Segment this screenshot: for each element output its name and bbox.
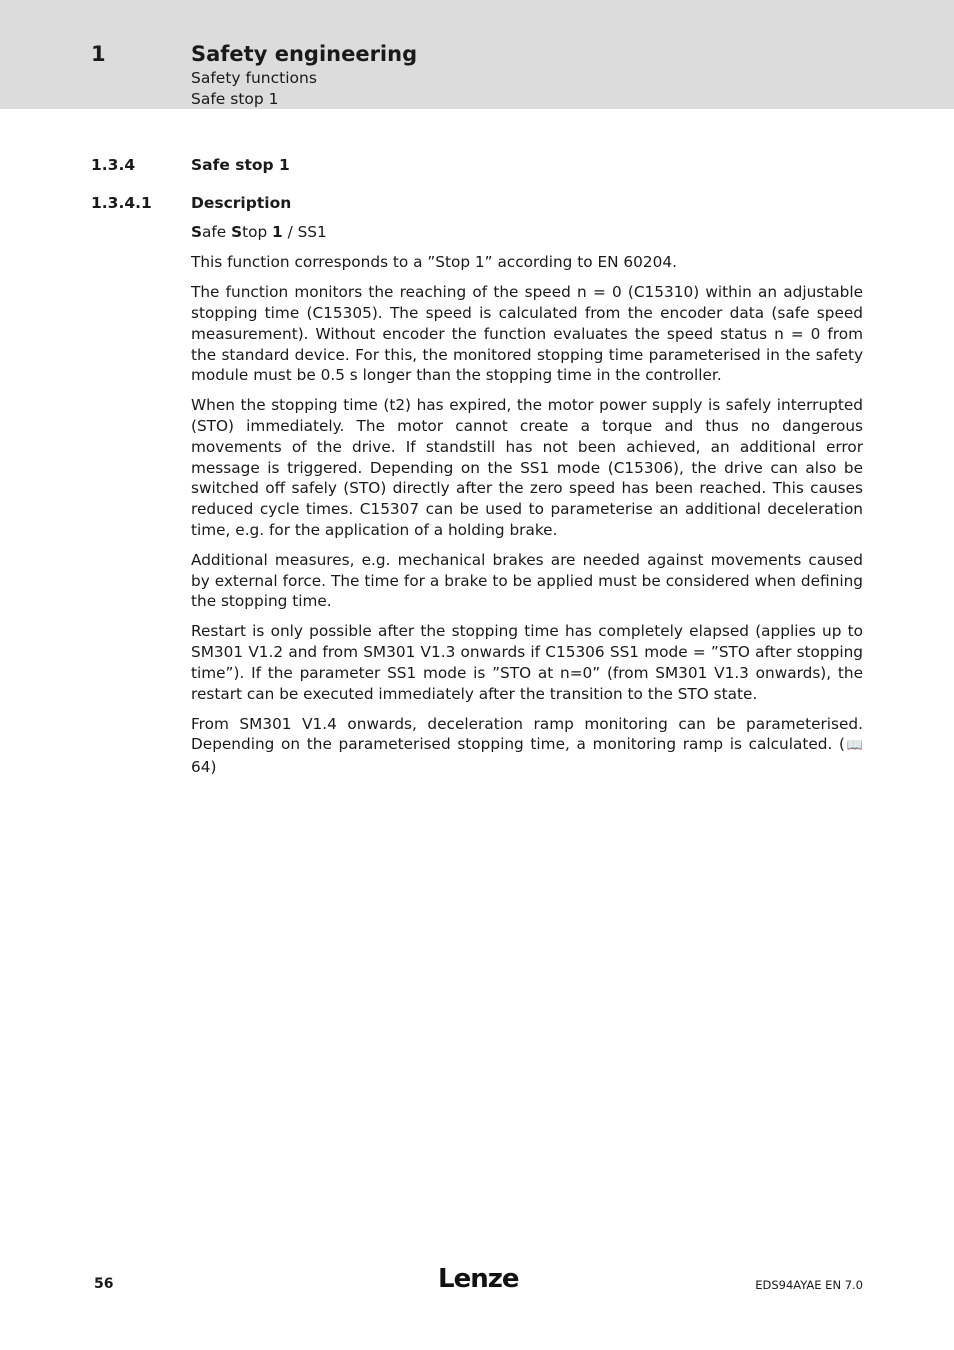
header-subtitle-2: Safe stop 1 — [191, 90, 279, 108]
paragraph: This function corresponds to a ”Stop 1” according to EN 60204. — [191, 253, 677, 272]
paragraph: Additional measures, e.g. mechanical brakes are needed against movements caused by external force. The time for a brake to be applied must be considered when defining the stopping time. — [191, 550, 863, 611]
body-text — [191, 222, 863, 787]
abbrev-text: afe — [202, 223, 232, 241]
section-title: Safe stop 1 — [191, 156, 290, 174]
chapter-number: 1 — [91, 42, 106, 66]
book-icon: 📖 — [845, 738, 864, 754]
page-header — [0, 0, 954, 109]
paragraph-last — [191, 714, 863, 778]
paragraph-text: From SM301 V1.4 onwards, deceleration ramp monitoring can be parameterised. Depending on the parameterised stopping time, a monitoring ramp is calculated. ( — [191, 714, 863, 754]
abbrev-text: top — [242, 223, 273, 241]
abbrev-letter: S — [191, 223, 203, 241]
page-number: 56 — [94, 1276, 114, 1292]
page-reference[interactable]: 64) — [191, 758, 217, 777]
section-number: 1.3.4 — [91, 156, 136, 174]
document-id: EDS94AYAE EN 7.0 — [755, 1278, 863, 1292]
subsection-title: Description — [191, 194, 292, 212]
paragraph: The function monitors the reaching of the speed n = 0 (C15310) within an adjustable stopping time (C15305). The speed is calculated from the encoder data (safe speed measurement). Without encoder the function evaluates the speed status n = 0 from the standard device. For this, the monitored stopping time parameterised in the safety module must be 0.5 s longer than the stopping time in the controller. — [191, 283, 863, 385]
subsection-number: 1.3.4.1 — [91, 194, 152, 212]
paragraph: Restart is only possible after the stopping time has completely elapsed (applies up to SM301 V1.2 and from SM301 V1.3 onwards if C15306 SS1 mode = ”STO after stopping time”). If the parameter SS1 mode is ”STO at n=0” (from SM301 V1.3 onwards), the restart can be executed immediately after the transition to the STO state. — [191, 622, 863, 703]
abbreviation-line — [191, 222, 863, 243]
lenze-logo: Lenze — [438, 1264, 519, 1294]
header-subtitle-1: Safety functions — [191, 69, 317, 87]
abbrev-suffix: / SS1 — [282, 223, 327, 241]
abbrev-letter: 1 — [272, 223, 283, 241]
abbrev-letter: S — [231, 223, 243, 241]
chapter-title: Safety engineering — [191, 42, 418, 66]
paragraph: When the stopping time (t2) has expired, the motor power supply is safely interrupted (STO) immediately. The motor cannot create a torque and thus no dangerous movements of the drive. If standstill has not been achieved, an additional error message is triggered. Depending on the SS1 mode (C15306), the drive can also be switched off safely (STO) directly after the zero speed has been reached. This causes reduced cycle times. C15307 can be used to parameterise an additional deceleration time, e.g. for the application of a holding brake. — [191, 396, 863, 539]
